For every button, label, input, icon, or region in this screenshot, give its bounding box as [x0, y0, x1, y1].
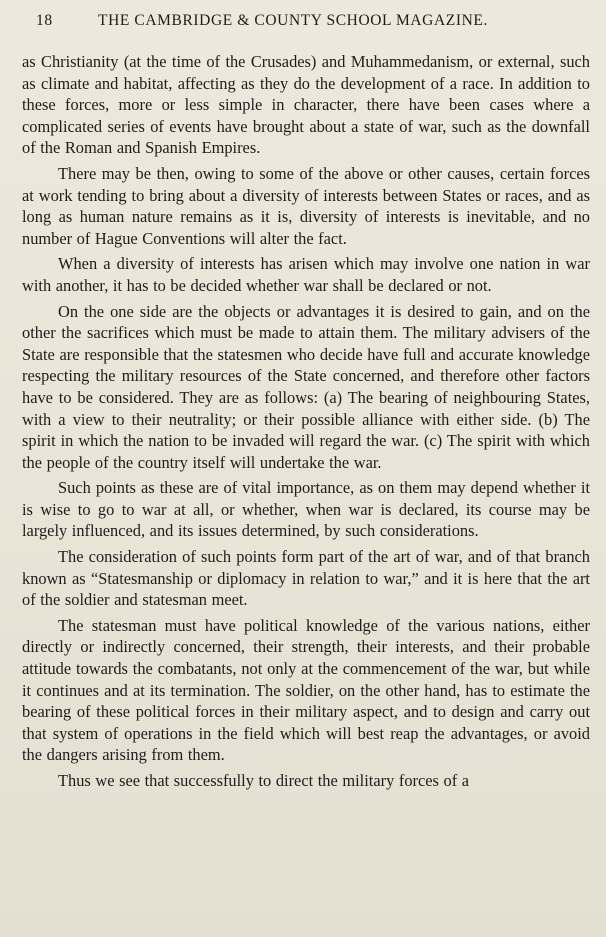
paragraph: as Christianity (at the time of the Crusades) and Muhammedanism, or external, such as climate and habitat, affecting as they do the development of a race. In addition to these forces, more or less simple in character, there have been cases where a complicated series of events have brought about a state of war, such as the downfall of the Roman and Spanish Empires.: [22, 52, 590, 158]
magazine-title: THE CAMBRIDGE & COUNTY SCHOOL MAGAZINE.: [98, 12, 488, 29]
paragraph: Such points as these are of vital importance, as on them may depend whether it is wise to go to war at all, or whether, when war is declared, its course may be largely influenced, and its issues determined, by such considerations.: [22, 478, 590, 541]
paragraph: When a diversity of interests has arisen which may involve one nation in war with another, it has to be decided whether war shall be declared or not.: [22, 254, 590, 295]
paragraph: The statesman must have political knowledge of the various nations, either directly or indirectly concerned, their strength, their interests, and their probable attitude towards the combatants, not only at the commencement of the war, but while it continues and at its termination. The soldier, on the other hand, has to estimate the bearing of these political forces in their military aspect, and to design and carry out that system of operations in the field which will best reap the advantages, or avoid the dangers arising from them.: [22, 615, 590, 765]
paragraph: Thus we see that successfully to direct the military forces of a: [58, 771, 470, 790]
page-number: 18: [36, 12, 53, 29]
paragraph: There may be then, owing to some of the above or other causes, certain forces at work tending to bring about a diversity of interests between States or races, and as long as human nature remains as it is, diversity of interests is inevitable, and no number of Hague Conventions will alter the fact.: [22, 163, 590, 248]
article-body: [22, 51, 590, 796]
running-head: [24, 12, 596, 34]
paragraph: The consideration of such points form part of the art of war, and of that branch known as “Statesmanship or diplomacy in relation to war,” and it is here that the art of the soldier and statesman meet.: [22, 547, 590, 610]
paragraph: On the one side are the objects or advantages it is desired to gain, and on the other the sacrifices which must be made to attain them. The military advisers of the State are responsible that the statesmen who decide have full and accurate knowledge respecting the military resources of the State concerned, and therefore other factors have to be considered. They are as follows: (a) The bearing of neighbouring States, with a view to their neutrality; or their possible alliance with either side. (b) The spirit in which the nation to be invaded will regard the war. (c) The spirit with which the people of the country itself will undertake the war.: [22, 301, 590, 472]
